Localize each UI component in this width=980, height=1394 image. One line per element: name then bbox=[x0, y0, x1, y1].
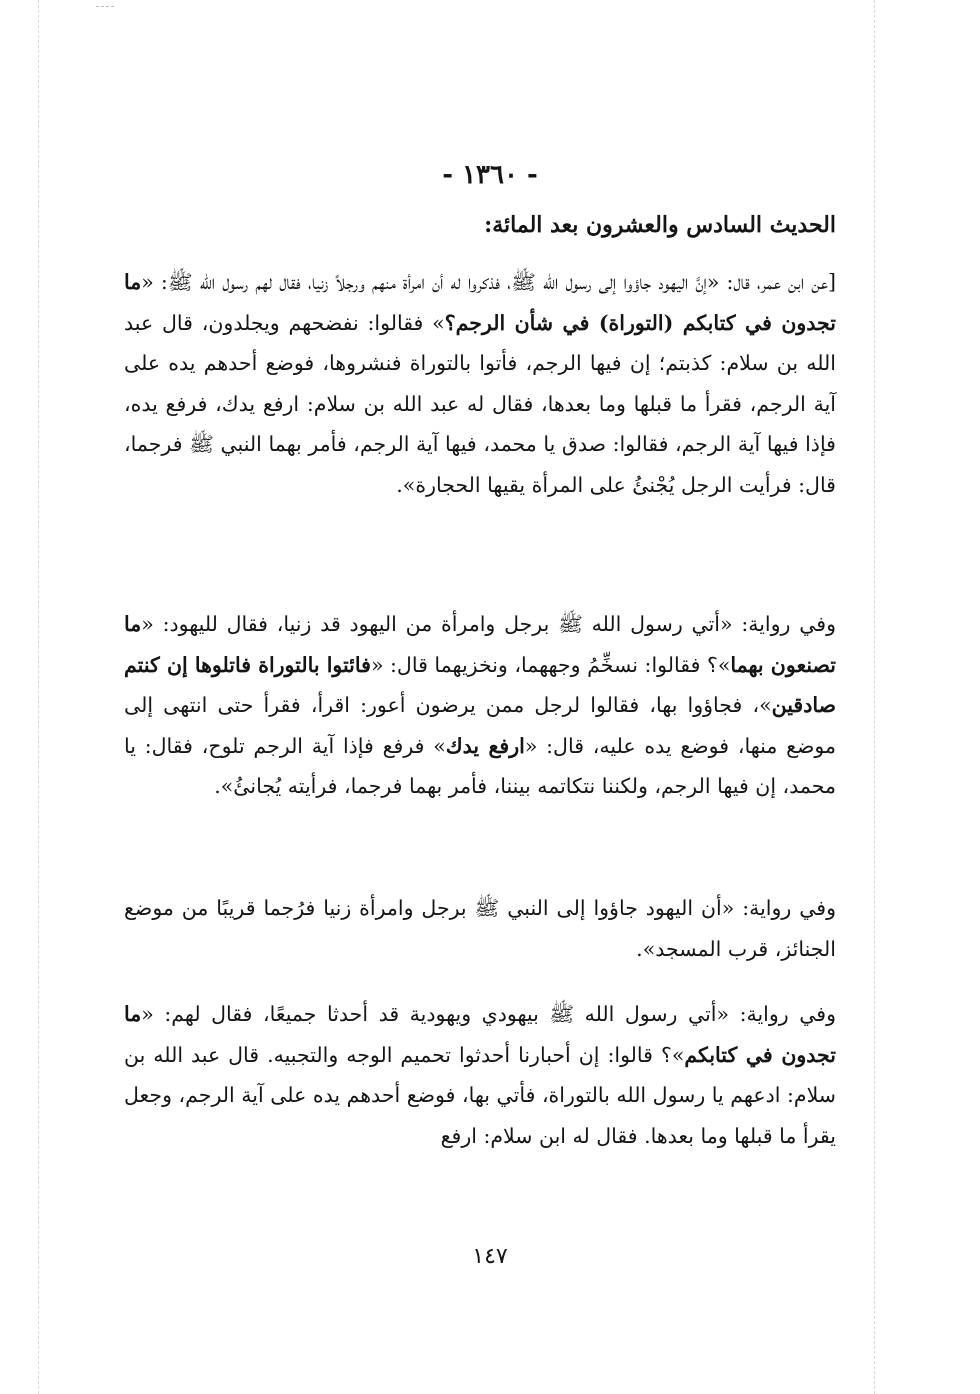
paragraph-segment: »، فجاؤوا بها، فقالوا لرجل ممن يرضون أعور: اقرأ، فقرأ حتى انتهى إلى موضع منها، فوضع يده عليه، قال: « bbox=[124, 693, 836, 758]
paragraph-segment: » فرفع فإذا آية الرجم تلوح، فقال: يا محمد، إن فيها الرجم، ولكننا نتكاتمه بيننا، فأمر بهما فرجما، فرأيته يُجانئُ». bbox=[124, 733, 836, 798]
right-margin-line bbox=[874, 0, 875, 1394]
bold-quote: ما تجدون في كتابكم (التوراة) في شأن الرجم؟ bbox=[124, 270, 836, 335]
paragraph-text bbox=[124, 262, 836, 505]
bold-quote: فائتوا بالتوراة فاتلوها إن كنتم صادقين bbox=[124, 652, 836, 717]
paragraph-segment: »؟ قالوا: إن أحبارنا أحدثوا تحميم الوجه والتجبيه. قال عبد الله بن سلام: ادعهم يا رسول الله بالتوراة، فأتي بها، فوضع أحدهم يده على آية الرجم، وجعل يقرأ ما قبلها وما بعدها. فقال له ابن سلام: ارفع bbox=[124, 1042, 836, 1148]
paragraph-segment: [عن ابن عمر، قال: «إنَّ اليهود جاؤوا إلى رسول الله ﷺ، فذكروا له أن امرأة منهم ورجلاً زنيا، فقال لهم رسول الله ﷺ: « bbox=[141, 270, 836, 294]
paragraph-segment: » فقالوا: نفضحهم ويجلدون، قال عبد الله بن سلام: كذبتم؛ إن فيها الرجم، فأتوا بالتوراة فنشروها، فوضع أحدهم يده على آية الرجم، فقرأ ما قبلها وما بعدها، فقال له عبد الله بن سلام: ارفع يدك، فرفع يده، فإذا فيها آية الرجم، فقالوا: صدق يا محمد، فيها آية الرجم، فأمر بهما النبي ﷺ فرجما، قال: فرأيت الرجل يُجْنئُ على المرأة يقيها الحجارة». bbox=[124, 310, 836, 497]
hadith-number: - ١٣٦٠ - bbox=[442, 160, 538, 190]
corner-scan-mark bbox=[96, 6, 114, 7]
paragraph-text bbox=[124, 994, 836, 1156]
paragraph-segment: »؟ فقالوا: نسخِّمُ وجههما، ونخزيهما قال: « bbox=[370, 652, 731, 677]
hadith-paragraph-riwaya-3 bbox=[124, 994, 836, 1156]
paragraph-segment: وفي رواية: «أتي رسول الله ﷺ بيهودي ويهودية قد أحدثا جميعًا، فقال لهم: « bbox=[141, 1002, 836, 1026]
hadith-paragraph-riwaya-2 bbox=[124, 888, 836, 969]
bold-quote: ما تصنعون بهما bbox=[124, 612, 837, 677]
paragraph-text bbox=[124, 604, 836, 807]
bold-quote: ما تجدون في كتابكم bbox=[124, 1002, 836, 1067]
hadith-paragraph-main bbox=[124, 262, 836, 505]
section-heading: الحديث السادس والعشرون بعد المائة: bbox=[484, 212, 836, 238]
bold-quote: ارفع يدك bbox=[445, 733, 525, 758]
paragraph-text: وفي رواية: «أن اليهود جاؤوا إلى النبي ﷺ برجل وامرأة زنيا فرُجما قريبًا من موضع الجنائز، قرب المسجد». bbox=[124, 896, 836, 961]
paragraph-segment: وفي رواية: «أتي رسول الله ﷺ برجل وامرأة من اليهود قد زنيا، فقال لليهود: « bbox=[141, 612, 836, 636]
left-margin-line bbox=[38, 0, 39, 1394]
page-number: ١٤٧ bbox=[472, 1244, 508, 1269]
hadith-paragraph-riwaya-1 bbox=[124, 604, 836, 807]
